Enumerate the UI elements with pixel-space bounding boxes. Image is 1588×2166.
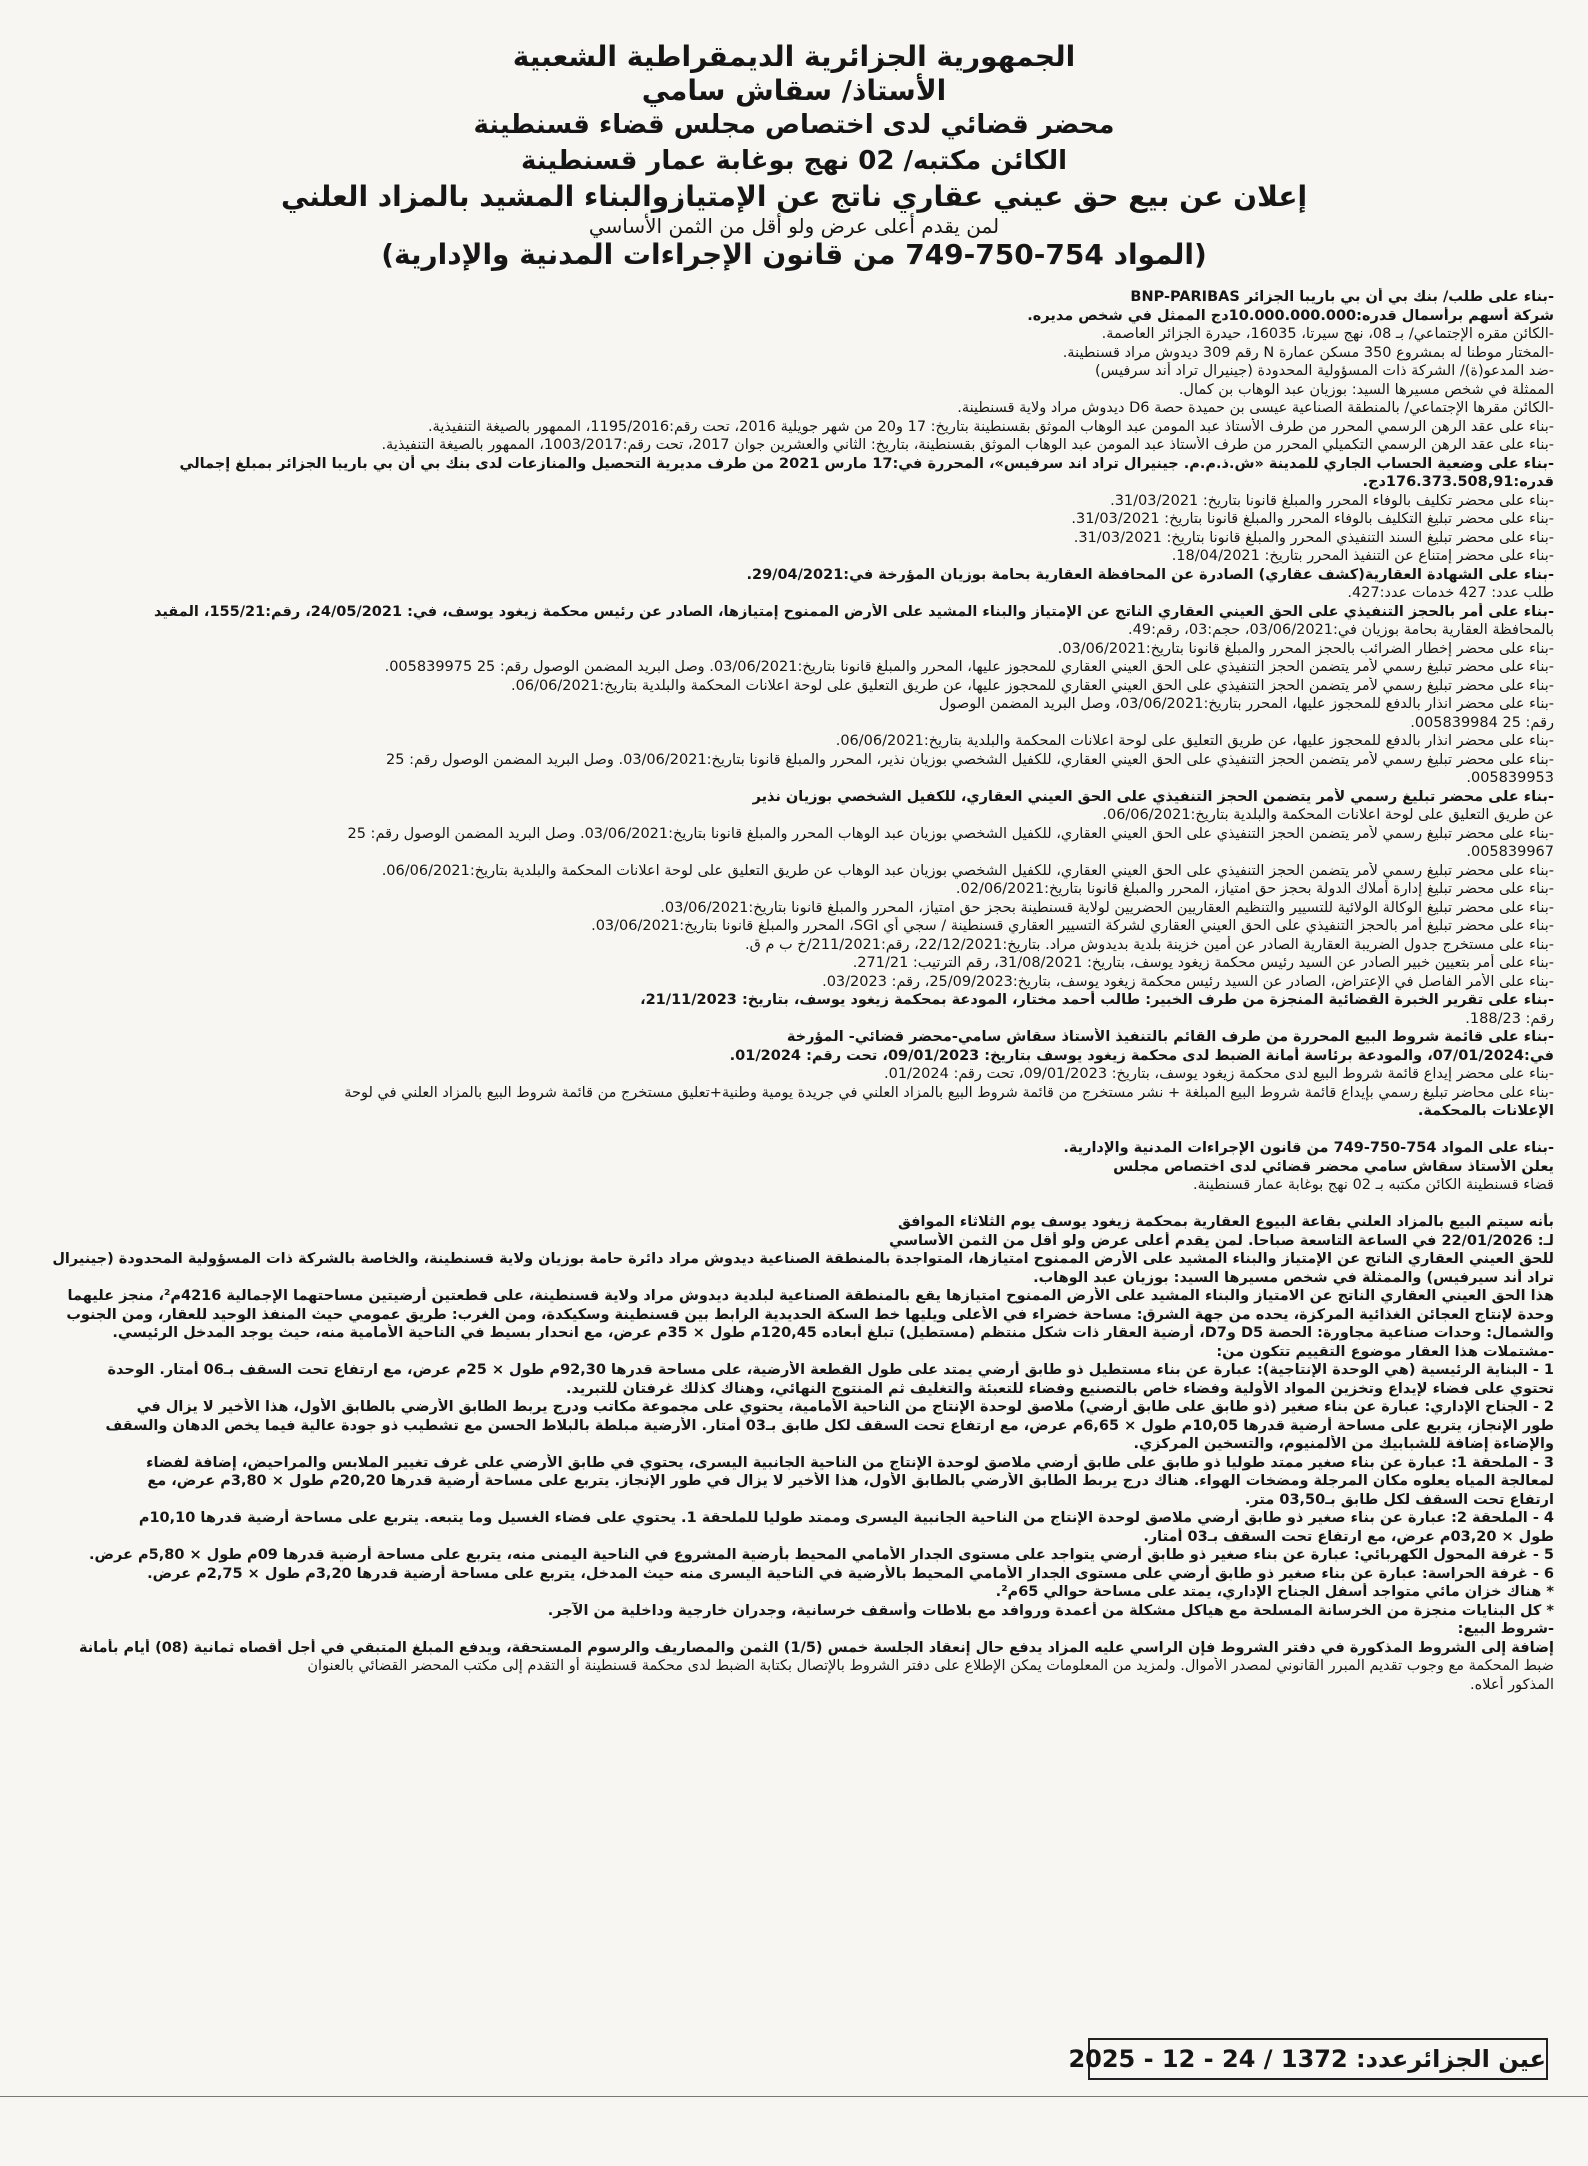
body-line: -بناء على محضر تبليغ الوكالة الولائية للتسيير والتنظيم العقاريين الحضريين لولاية قسنطينة بحجز حق امتياز، المحرر والمبلغ قانونا بتاريخ:03/06/2021. bbox=[660, 899, 1554, 916]
body-line: ارتفاع تحت السقف لكل طابق بـ03,50 متر. bbox=[1244, 1491, 1554, 1508]
announcement-subtitle: لمن يقدم أعلى عرض ولو أقل من الثمن الأساسي bbox=[588, 214, 1000, 238]
body-line: -بناء على محضر تبليغ رسمي لأمر يتضمن الحجز التنفيذي على الحق العيني العقاري، للكفيل الشخصي بوزيان نذير bbox=[752, 788, 1554, 805]
body-line: -بناء على عقد الرهن الرسمي التكميلي المحرر من طرف الأستاذ عبد المومن عبد الوهاب الموثق بقسنطينة، بتاريخ: الثاني والعشرين جوان 2017، تحت رقم:1003/2017، الممهور بالصيغة التنفيذية. bbox=[381, 437, 1554, 453]
body-line: -بناء على محضر تكليف بالوفاء المحرر والمبلغ قانونا بتاريخ: 31/03/2021. bbox=[1110, 492, 1554, 509]
body-line: قدره:176.373.508,91دج. bbox=[1362, 474, 1554, 490]
body-line: -بناء على أمر بالحجز التنفيذي على الحق العيني العقاري الناتج عن الإمتياز والبناء المشيد على الأرض الممنوح إمتيازها، الصادر عن رئيس محكمة زيغود يوسف، في: 24/05/2021، رقم:155/21، المقيد bbox=[154, 603, 1554, 620]
body-line: -بناء على محضر تبليغ إدارة أملاك الدولة بحجز حق امتياز، المحرر والمبلغ قانونا بتاريخ:02/06/2021. bbox=[955, 881, 1554, 897]
body-line bbox=[32, 1121, 1554, 1140]
body-line: قضاء قسنطينة الكائن مكتبه بـ 02 نهج بوغابة عمار قسنطينة. bbox=[1192, 1177, 1554, 1193]
body-line: رقم: 25 005839984. bbox=[1410, 714, 1554, 731]
body-line: 4 - الملحقة 2: عبارة عن بناء صغير ذو طابق أرضي ملاصق لوحدة الإنتاج من الناحية الجانبية اليسرى وممتد طوليا للملحقة 1. يحتوي على فضاء الغسيل وما يتبعه. يتربع على مساحة أرضية قدرها 10,10م bbox=[138, 1510, 1554, 1526]
body-line: 6 - غرفة الحراسة: عبارة عن بناء صغير ذو طابق أرضي على مستوى الجدار الأمامي المحيط بالأرضية في الناحية اليسرى منه حيث المدخل، يتربع على مساحة أرضية قدرها 3,20م طول × 2,75م عرض. bbox=[147, 1565, 1554, 1582]
body-line: -بناء على الشهادة العقارية(كشف عقاري) الصادرة عن المحافظة العقارية بحامة بوزيان المؤرخة في:29/04/2021. bbox=[746, 566, 1554, 583]
body-line: 005839953. bbox=[1466, 770, 1554, 786]
body-line: طور الإنجاز، يتربع على مساحة أرضية قدرها 10,05م طول × 6,65م عرض، مع ارتفاع تحت السقف لكل طابق بـ03 أمتار. الأرضية مبلطة بالبلاط الحسن مع تشطيب ذو جودة عالية فيما يخص الدهان والسقف bbox=[105, 1417, 1554, 1434]
body-line: -بناء على محضر تبليغ رسمي لأمر يتضمن الحجز التنفيذي على الحق العيني العقاري، للكفيل الشخصي بوزيان عبد الوهاب عن طريق التعليق على لوحة اعلانات المحكمة والبلدية بتاريخ:06/06/2021. bbox=[381, 862, 1554, 879]
header-office-address: الكائن مكتبه/ 02 نهج بوغابة عمار قسنطينة bbox=[520, 146, 1068, 176]
bottom-rule bbox=[0, 2096, 1588, 2097]
announcement-title: إعلان عن بيع حق عيني عقاري ناتج عن الإمتيازوالبناء المشيد بالمزاد العلني bbox=[280, 180, 1308, 213]
body-line: -بناء على محضر إيداع قائمة شروط البيع لدى محكمة زيغود يوسف، بتاريخ: 09/01/2023، تحت رقم: 01/2024. bbox=[884, 1066, 1554, 1082]
body-line: ضبط المحكمة مع وجوب تقديم المبرر القانوني لمصدر الأموال. ولمزيد من المعلومات يمكن الإطلاع على دفتر الشروط بالإتصال بكتابة الضبط لدى محكمة قسنطينة أو التقدم إلى مكتب المحضر القضائي بالعنوان bbox=[307, 1658, 1554, 1674]
body-line: رقم: 188/23. bbox=[1465, 1010, 1554, 1027]
header-bailiff-name: الأستاذ/ سقاش سامي bbox=[641, 74, 947, 107]
body-line: -بناء على محضر تبليغ السند التنفيذي المحرر والمبلغ قانونا بتاريخ: 31/03/2021. bbox=[1073, 529, 1554, 546]
body-line: -المختار موطنا له بمشروع 350 مسكن عمارة N رقم 309 ديدوش مراد قسنطينة. bbox=[1062, 344, 1554, 361]
body-line: -بناء على محضر تبليغ رسمي لأمر يتضمن الحجز التنفيذي على الحق العيني العقاري، للكفيل الشخصي بوزيان عبد الوهاب المحرر والمبلغ قانونا بتاريخ:03/06/2021. وصل البريد المضمن الوصول رقم: 25 bbox=[347, 825, 1554, 842]
body-line: إضافة إلى الشروط المذكورة في دفتر الشروط فإن الراسي عليه المزاد يدفع حال إنعقاد الجلسة خمس (1/5) الثمن والمصاريف والرسوم المستحقة، ويدفع المبلغ المتبقي في أجل أقصاه ثمانية (08) أيام بأمانة bbox=[78, 1639, 1554, 1656]
body-line: -شروط البيع: bbox=[1457, 1621, 1554, 1637]
body-line: -ضد المدعو(ة)/ الشركة ذات المسؤولية المحدودة (جينيرال تراد أند سرفيس) bbox=[1094, 363, 1554, 379]
body-line: -بناء على وضعية الحساب الجاري للمدينة «ش.ذ.م.م. جينيرال تراد اند سرفيس»، المحررة في:17 مارس 2021 من طرف مديرية التحصيل والمنازعات لدى بنك بي أن بي باريبا الجزائر بمبلغ إجمالي bbox=[179, 455, 1554, 472]
body-line: -بناء على عقد الرهن الرسمي المحرر من طرف الأستاذ عبد المومن عبد الوهاب الموثق بقسنطينة بتاريخ: 17 و20 من شهر جويلية 2016، تحت رقم:1195/2016، الممهور بالصيغة التنفيذية. bbox=[427, 418, 1554, 435]
body-line: تراد أند سيرفيس) والممثلة في شخص مسيرها السيد: بوزيان عبد الوهاب. bbox=[1033, 1269, 1554, 1286]
body-line: هذا الحق العيني العقاري الناتج عن الامتياز والبناء المشيد على الأرض الممنوح امتيازها يقع بالمنطقة الصناعية لبلدية ديدوش مراد ولاية قسنطينة، على قطعتين أرضيتين مساحتهما الإجمالية 4216م²، منجز عليهما bbox=[67, 1288, 1554, 1304]
body-line: 005839967. bbox=[1466, 844, 1554, 860]
body-line: * هناك خزان مائي متواجد أسفل الجناح الإداري، يمتد على مساحة حوالي 65م². bbox=[995, 1584, 1554, 1600]
body-line: لمعالجة المياه يعلوه مكان المرجلة ومضخات الهواء. هناك درج يربط الطابق الأرضي بالطابق الأول، هذا الأخير لا يزال في طور الإنجاز. يتربع على مساحة أرضية قدرها 20,20م طول × 3,80م عرض، مع bbox=[147, 1473, 1554, 1489]
legal-articles: (المواد 754-750-749 من قانون الإجراءات المدنية والإدارية) bbox=[381, 238, 1207, 271]
body-line: -بناء على محضر انذار بالدفع للمحجوز عليها، عن طريق التعليق على لوحة اعلانات المحكمة والبلدية بتاريخ:06/06/2021. bbox=[835, 733, 1554, 749]
body-line: -بناء على الأمر الفاصل في الإعتراض، الصادر عن السيد رئيس محكمة زيغود يوسف، بتاريخ:25/09/2023، رقم: 03/2023. bbox=[822, 973, 1554, 990]
body-line: بالمحافظة العقارية بحامة بوزيان في:03/06/2021، حجم:03، رقم:49. bbox=[1128, 622, 1554, 638]
announcement-body bbox=[32, 288, 1554, 1694]
body-line: الإعلانات بالمحكمة. bbox=[1417, 1103, 1554, 1119]
body-line: -بناء على محضر انذار بالدفع للمحجوز عليها، المحرر بتاريخ:03/06/2021، وصل البريد المضمن الوصول bbox=[938, 696, 1554, 712]
body-line: عن طريق التعليق على لوحة اعلانات المحكمة والبلدية بتاريخ:06/06/2021. bbox=[1102, 807, 1554, 823]
body-line: بأنه سيتم البيع بالمزاد العلني بقاعة البيوع العقارية بمحكمة زيغود يوسف يوم الثلاثاء الموافق bbox=[897, 1214, 1554, 1230]
body-line: * كل البنايات منجزة من الخرسانة المسلحة مع هياكل مشكلة من أعمدة وروافد مع بلاطات وأسقف خرسانية، وجدران خارجية وداخلية من الآجر. bbox=[547, 1602, 1554, 1619]
body-line: -بناء على محضر تبليغ رسمي لأمر يتضمن الحجز التنفيذي على الحق العيني العقاري للمحجوز عليها، عن طريق التعليق على لوحة اعلانات المحكمة والبلدية بتاريخ:06/06/2021. bbox=[511, 677, 1554, 694]
body-line: طلب عدد: 427 خدمات عدد:427. bbox=[1347, 585, 1554, 601]
body-line bbox=[32, 1195, 1554, 1214]
body-line: -بناء على محضر تبليغ رسمي لأمر يتضمن الحجز التنفيذي على الحق العيني العقاري، للكفيل الشخصي بوزيان نذير، المحرر والمبلغ قانونا بتاريخ:03/06/2021. وصل البريد المضمن الوصول رقم: 25 bbox=[386, 751, 1554, 768]
body-line: المذكور أعلاه. bbox=[1470, 1676, 1554, 1693]
body-line: 3 - الملحقة 1: عبارة عن بناء صغير ممتد طوليا ذو طابق على طابق أرضي ملاصق لوحدة الإنتاج من الناحية الجانبية اليسرى، يحتوي في طابق الأرضي على غرف تغيير الملابس والمراحيض، إضافة لفضاء bbox=[146, 1454, 1554, 1471]
body-line: 1 - البناية الرئيسية (هي الوحدة الإنتاجية): عبارة عن بناء مستطيل ذو طابق أرضي يمتد على طول القطعة الأرضية، على مساحة قدرها 92,30م طول × 25م عرض، مع ارتفاع تحت السقف بـ06 أمتار. الوحدة bbox=[107, 1362, 1554, 1378]
body-line: -بناء على المواد 754-750-749 من قانون الإجراءات المدنية والإدارية. bbox=[1063, 1140, 1554, 1156]
body-line: -مشتملات هذا العقار موضوع التقييم تتكون من: bbox=[1216, 1343, 1554, 1360]
body-line: -بناء على قائمة شروط البيع المحررة من طرف القائم بالتنفيذ الأستاذ سقاش سامي-محضر قضائي- المؤرخة bbox=[786, 1029, 1554, 1045]
body-line: في:07/01/2024، والمودعة برئاسة أمانة الضبط لدى محكمة زيغود يوسف بتاريخ: 09/01/2023، تحت رقم: 01/2024. bbox=[729, 1047, 1554, 1064]
body-line: 2 - الجناح الإداري: عبارة عن بناء صغير (ذو طابق على طابق أرضي) ملاصق لوحدة الإنتاج من الناحية الأمامية، يحتوي على مجموعة مكاتب ودرج يربط الطابق الأرضي بالطابق الأول، هذا الأخير لا يزال في bbox=[136, 1399, 1554, 1415]
body-line: -بناء على محضر إمتناع عن التنفيذ المحرر بتاريخ: 18/04/2021. bbox=[1171, 548, 1554, 564]
body-line: للحق العيني العقاري الناتج عن الإمتياز والبناء المشيد على الأرض الممنوح امتيازها، المتواجدة بالمنطقة الصناعية ديدوش مراد دائرة حامة بوزيان ولاية قسنطينة، والخاصة بالشركة ذات المسؤولية المحدودة (جينيرال bbox=[52, 1251, 1554, 1267]
body-line: -بناء على محضر تبليغ رسمي لأمر يتضمن الحجز التنفيذي على الحق العيني العقاري للمحجوز عليها، المحرر والمبلغ قانونا بتاريخ:03/06/2021. وصل البريد المضمن الوصول رقم: 25 005839975. bbox=[384, 659, 1554, 675]
body-line: -بناء على مستخرج جدول الضريبة العقارية الصادر عن أمين خزينة بلدية بديدوش مراد. بتاريخ:22/12/2021، رقم:211/2021/خ ب م ق. bbox=[744, 936, 1554, 953]
body-line: -بناء على محضر تبليغ أمر بالحجز التنفيذي على الحق العيني العقاري لشركة التسيير العقاري قسنطينة / سجي أي SGI، المحرر والمبلغ قانونا بتاريخ:03/06/2021. bbox=[591, 918, 1554, 934]
body-line: -بناء على تقرير الخبرة القضائية المنجزة من طرف الخبير: طالب أحمد مختار، المودعة بمحكمة زيغود يوسف، بتاريخ: 21/11/2023، bbox=[640, 992, 1554, 1008]
body-line: وحدة لإنتاج العجائن الغذائية المركزة، يحده من جهة الشرق: مساحة خضراء في الأعلى ويليها خط السكة الحديدية الرابط بين قسنطينة وسكيكدة، ومن الغرب: طريق عمومي حيث المنفذ الوحيد للعقار، ومن الجنوب bbox=[66, 1306, 1554, 1323]
body-line: لـ: 22/01/2026 في الساعة التاسعة صباحا. لمن يقدم أعلى عرض ولو أقل من الثمن الأساسي bbox=[889, 1232, 1554, 1249]
body-line: -بناء على محاضر تبليغ رسمي بإيداع قائمة شروط البيع المبلغة + نشر مستخرج من قائمة شروط البيع بالمزاد العلني في جريدة يومية وطنية+تعليق مستخرج من قائمة شروط البيع بالمزاد العلني في لوحة bbox=[344, 1084, 1554, 1101]
body-line: -بناء على أمر بتعيين خبير الصادر عن السيد رئيس محكمة زيغود يوسف، بتاريخ: 31/08/2021، رقم الترتيب: 271/21. bbox=[852, 955, 1554, 971]
body-line: والإضاءة إضافة للشبابيك من الألمنيوم، والتسخين المركزي. bbox=[1133, 1436, 1554, 1452]
body-line: تحتوي على فضاء لإيداع وتخزين المواد الأولية وفضاء خاص بالتصنيع وفضاء للتعبئة والتغليف ثم المنتوج النهائي، وهناك كذلك غرفتان للتبريد. bbox=[566, 1380, 1554, 1397]
body-line: -بناء على محضر إخطار الضرائب بالحجز المحرر والمبلغ قانونا بتاريخ:03/06/2021. bbox=[1057, 640, 1554, 657]
header-bailiff-jurisdiction: محضر قضائي لدى اختصاص مجلس قضاء قسنطينة bbox=[473, 110, 1115, 140]
body-line: شركة أسهم برأسمال قدره:10.000.000.000دج الممثل في شخص مديره. bbox=[1027, 307, 1554, 324]
body-line: طول × 03,20م عرض، مع ارتفاع تحت السقف بـ03 أمتار. bbox=[1143, 1528, 1554, 1545]
body-line: 5 - غرفة المحول الكهربائي: عبارة عن بناء صغير ذو طابق أرضي يتواجد على مستوى الجدار الأمامي المحيط بأرضية المشروع في الناحية اليمنى منه، يتربع على مساحة أرضية قدرها 09م طول × 5,80م عرض. bbox=[89, 1547, 1554, 1563]
body-line: -بناء على طلب/ بنك بي أن بي باريبا الجزائر BNP-PARIBAS bbox=[1130, 289, 1554, 305]
body-line: -الكائن مقره الإجتماعي/ بـ 08، نهج سيرتا، 16035، حيدرة الجزائر العاصمة. bbox=[1101, 326, 1554, 342]
body-line: -الكائن مقرها الإجتماعي/ بالمنطقة الصناعية عيسى بن حميدة حصة D6 ديدوش مراد ولاية قسنطينة. bbox=[957, 400, 1554, 416]
publication-footer: عين الجزائرعدد: 1372 / 24 - 12 - 2025 bbox=[1088, 2038, 1548, 2080]
body-line: والشمال: وحدات صناعية مجاورة: الحصة D5 وD7، أرضية العقار ذات شكل منتظم (مستطيل) تبلغ أبعاده 120,45م طول × 35م عرض، مع انحدار بسيط في الناحية الأمامية منه، حيث يوجد المدخل الرئيسي. bbox=[112, 1325, 1554, 1341]
body-line: الممثلة في شخص مسيرها السيد: بوزيان عبد الوهاب بن كمال. bbox=[1178, 381, 1554, 398]
header-republic: الجمهورية الجزائرية الديمقراطية الشعبية bbox=[512, 40, 1076, 73]
body-line: -بناء على محضر تبليغ التكليف بالوفاء المحرر والمبلغ قانونا بتاريخ: 31/03/2021. bbox=[1071, 511, 1554, 527]
body-line: يعلن الأستاذ سقاش سامي محضر قضائي لدى اختصاص مجلس bbox=[1113, 1158, 1554, 1175]
